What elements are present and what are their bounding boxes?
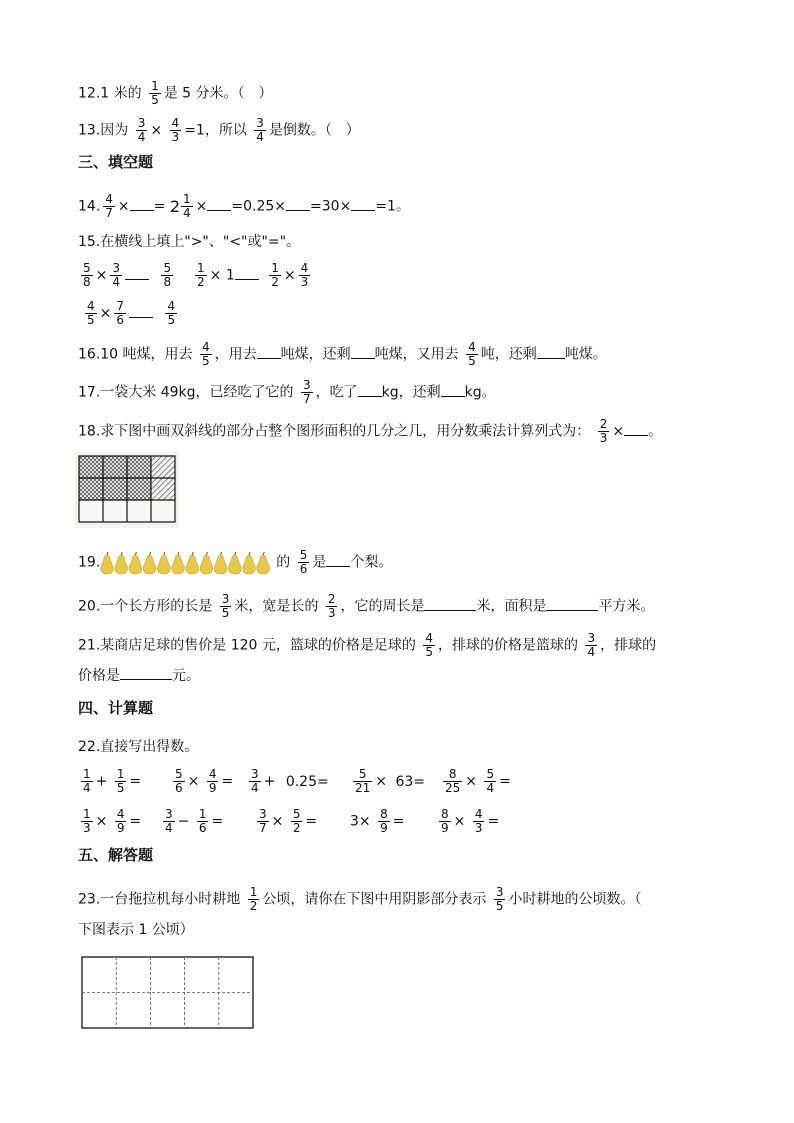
pear-icon (186, 552, 199, 574)
answer-blank[interactable] (130, 198, 154, 211)
question-17: 17.一袋大米 49kg，已经吃了它的 $\frac{3}{7}$ ，吃了 kg，还剩 kg。 (78, 378, 496, 406)
question-15-expr-2: $\frac{1}{2}$ × 1 $\frac{1}{2}$ × $\frac{4}{3}$ (197, 261, 309, 289)
answer-blank[interactable] (546, 598, 598, 611)
question-15-expr-3: $\frac{4}{5}$ × $\frac{7}{6}$ $\frac{4}{5}$ (87, 299, 176, 327)
pear-icon (115, 552, 128, 574)
section-heading-solve: 五、解答题 (78, 846, 154, 864)
answer-blank[interactable] (326, 554, 350, 567)
calc-item: $\frac{8}{25}$ × $\frac{5}{4}$ = (445, 767, 511, 795)
pear-icon (143, 552, 156, 574)
calc-item: $\frac{3}{4}$ − $\frac{1}{6}$ = (165, 807, 224, 835)
question-23: 23.一台拖拉机每小时耕地 $\frac{1}{2}$ 公顷，请你在下图中用阴影部分表示 $\frac{3}{5}$ 小时耕地的公顷数。（ (78, 885, 642, 913)
question-16: 16.10 吨煤，用去 $\frac{4}{5}$ ，用去 吨煤，还剩 吨煤，又用去 $\frac{4}{5}$ 吨，还剩 吨煤。 (78, 340, 607, 368)
calc-item: $\frac{1}{4}$ + $\frac{1}{5}$ = (83, 767, 142, 795)
question-12: 12.1 米的 $\frac{1}{5}$ 是 5 分米。（ ） (78, 79, 273, 107)
compare-blank[interactable] (235, 267, 259, 280)
pear-icon (200, 552, 213, 574)
question-21: 21.某商店足球的售价是 120 元，篮球的价格是足球的 $\frac{4}{5}$ ，排球的价格是篮球的 $\frac{3}{4}$ ，排球的 (78, 631, 657, 659)
question-23-cont: 下图表示 1 公顷） (78, 922, 194, 938)
calc-item: $\frac{3}{4}$ + 0.25= (251, 767, 329, 795)
answer-blank[interactable] (537, 346, 565, 359)
compare-blank[interactable] (125, 267, 149, 280)
hatched-grid-figure (75, 452, 179, 528)
fraction: $\frac{1}{5}$ (151, 79, 159, 107)
answer-blank[interactable] (257, 346, 281, 359)
question-14: 14. $\frac{4}{7}$ × = 2 $\frac{1}{4}$ × =0.25× =30× =1。 (78, 192, 410, 220)
pear-icon (101, 552, 114, 574)
question-21-cont: 价格是 元。 (78, 668, 200, 684)
fraction: $\frac{4}{3}$ (171, 116, 180, 144)
answer-blank[interactable] (120, 667, 172, 680)
question-15-expr-1: $\frac{5}{8}$ × $\frac{3}{4}$ $\frac{5}{8}$ (83, 261, 172, 289)
calc-item: $\frac{3}{7}$ × $\frac{5}{2}$ = (259, 807, 318, 835)
calc-item: $\frac{1}{3}$ × $\frac{4}{9}$ = (83, 807, 142, 835)
mixed-number: 2 $\frac{1}{4}$ (169, 192, 191, 220)
pear-icon (243, 552, 256, 574)
question-19: 19. 的 $\frac{5}{6}$ 是 个梨。 (78, 548, 393, 576)
pear-row-image (100, 551, 276, 575)
section-heading-calc: 四、计算题 (78, 699, 154, 717)
question-22-title: 22.直接写出得数。 (78, 739, 199, 755)
answer-blank[interactable] (424, 598, 476, 611)
pear-icon (229, 552, 242, 574)
answer-blank[interactable] (351, 198, 375, 211)
answer-blank[interactable] (624, 423, 648, 436)
question-15-title: 15.在横线上填上">"、"<"或"="。 (78, 234, 301, 250)
calc-item: $\frac{5}{21}$ × 63= (355, 767, 426, 795)
calc-item: $\frac{5}{6}$ × $\frac{4}{9}$ = (175, 767, 234, 795)
answer-blank[interactable] (207, 198, 231, 211)
pear-icon (129, 552, 142, 574)
answer-blank[interactable] (441, 384, 465, 397)
question-13: 13.因为 $\frac{3}{4}$ × $\frac{4}{3}$ =1，所以 $\frac{3}{4}$ 是倒数。（ ） (78, 116, 360, 144)
pear-icon (214, 552, 227, 574)
answer-blank[interactable] (358, 384, 382, 397)
pear-icon (158, 552, 171, 574)
answer-blank[interactable] (351, 346, 375, 359)
calc-item: $\frac{8}{9}$ × $\frac{4}{3}$ = (441, 807, 500, 835)
fraction: $\frac{3}{4}$ (256, 116, 264, 144)
answer-blank[interactable] (286, 198, 310, 211)
compare-blank[interactable] (129, 305, 153, 318)
fraction: $\frac{4}{7}$ (105, 192, 113, 220)
question-20: 20.一个长方形的长是 $\frac{3}{5}$ 米，宽是长的 $\frac{2}{3}$ ，它的周长是 米，面积是 平方米。 (78, 592, 655, 620)
question-18: 18.求下图中画双斜线的部分占整个图形面积的几分之几，用分数乘法计算列式为： $\frac{2}{3}$ × 。 (78, 417, 663, 445)
pear-icon (172, 552, 185, 574)
fraction: $\frac{3}{4}$ (137, 116, 146, 144)
pear-icon (257, 552, 270, 574)
section-heading-fill: 三、填空题 (78, 153, 154, 171)
hectare-grid[interactable] (81, 956, 255, 1030)
calc-item: 3× $\frac{8}{9}$ = (350, 807, 405, 835)
